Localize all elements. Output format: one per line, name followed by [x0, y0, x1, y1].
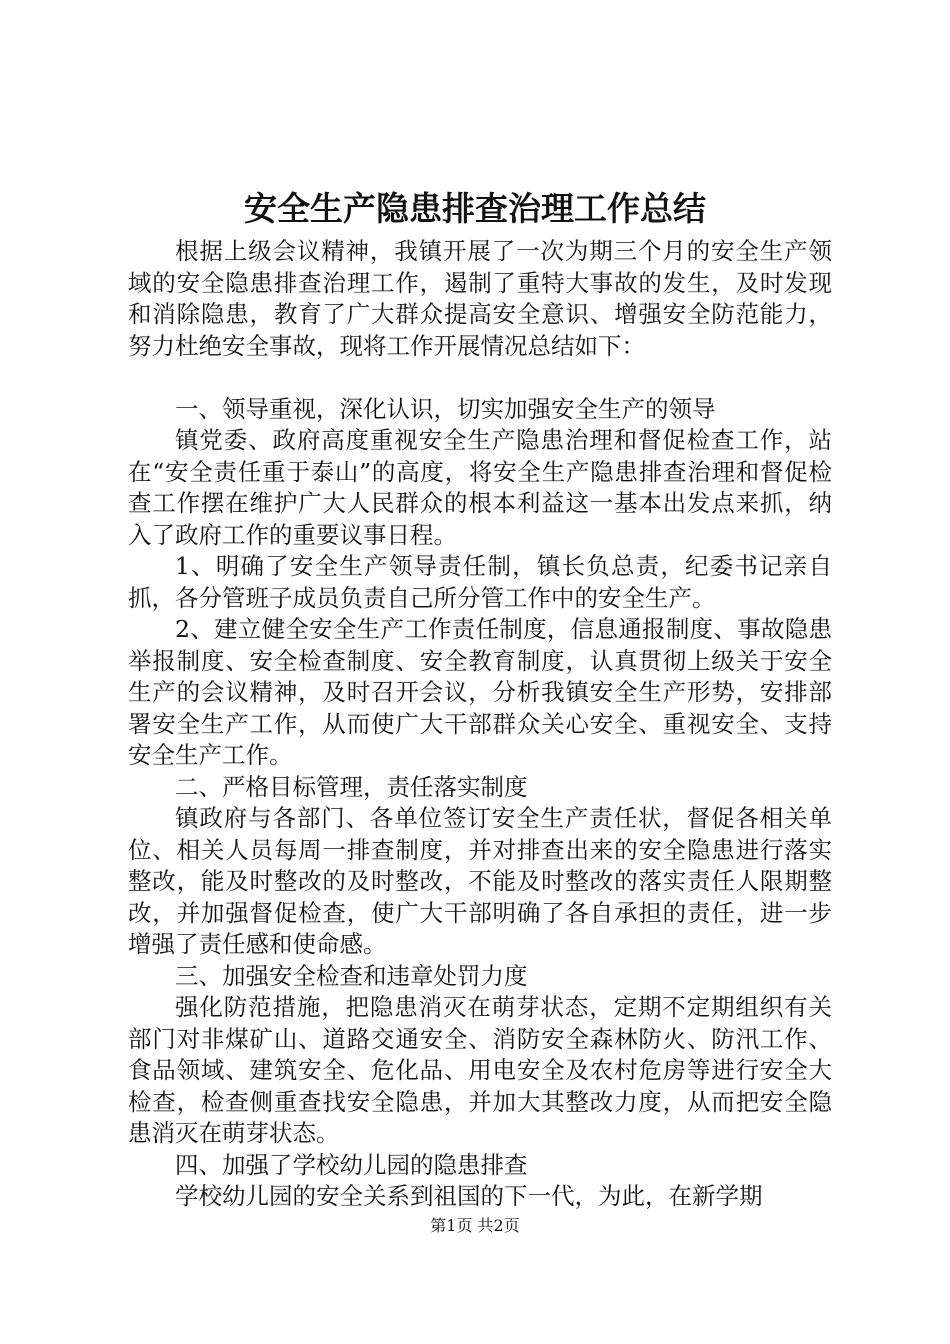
document-body	[128, 236, 832, 1213]
paragraph-item-1: 1、明确了安全生产领导责任制，镇长负总责，纪委书记亲自抓，各分管班子成员负责自己所分管工作中的安全生产。	[128, 552, 832, 612]
paragraph-section-1: 镇党委、政府高度重视安全生产隐患治理和督促检查工作，站在“安全责任重于泰山”的高度，将安全生产隐患排查治理和督促检查工作摆在维护广大人民群众的根本利益这一基本出发点来抓，纳入了政府工作的重要议事日程。	[128, 426, 832, 549]
page-footer: 第1页 共2页	[430, 1216, 520, 1235]
section-heading-1: 一、领导重视，深化认识，切实加强安全生产的领导	[175, 394, 716, 423]
paragraph-section-4: 学校幼儿园的安全关系到祖国的下一代，为此，在新学期	[175, 1182, 763, 1210]
paragraph-item-2: 2、建立健全安全生产工作责任制度，信息通报制度、事故隐患举报制度、安全检查制度、安全教育制度，认真贯彻上级关于安全生产的会议精神，及时召开会议，分析我镇安全生产形势，安排部署安全生产工作，从而使广大干部群众关心安全、重视安全、支持安全生产工作。	[128, 615, 832, 769]
paragraph-intro: 根据上级会议精神，我镇开展了一次为期三个月的安全生产领域的安全隐患排查治理工作，遏制了重特大事故的发生，及时发现和消除隐患，教育了广大群众提高安全意识、增强安全防范能力，努力杜绝安全事故，现将工作开展情况总结如下：	[128, 237, 832, 360]
document-title: 安全生产隐患排查治理工作总结	[244, 189, 706, 228]
section-heading-2: 二、严格目标管理，责任落实制度	[175, 772, 528, 801]
section-heading-4: 四、加强了学校幼儿园的隐患排查	[175, 1150, 528, 1179]
section-heading-3: 三、加强安全检查和违章处罚力度	[175, 961, 528, 990]
paragraph-section-2: 镇政府与各部门、各单位签订安全生产责任状，督促各相关单位、相关人员每周一排查制度，并对排查出来的安全隐患进行落实整改，能及时整改的及时整改，不能及时整改的落实责任人限期整改，并加强督促检查，使广大干部明确了各自承担的责任，进一步增强了责任感和使命感。	[128, 804, 832, 958]
paragraph-section-3: 强化防范措施，把隐患消灭在萌芽状态，定期不定期组织有关部门对非煤矿山、道路交通安全、消防安全森林防火、防汛工作、食品领域、建筑安全、危化品、用电安全及农村危房等进行安全大检查，检查侧重查找安全隐患，并加大其整改力度，从而把安全隐患消灭在萌芽状态。	[128, 993, 832, 1147]
